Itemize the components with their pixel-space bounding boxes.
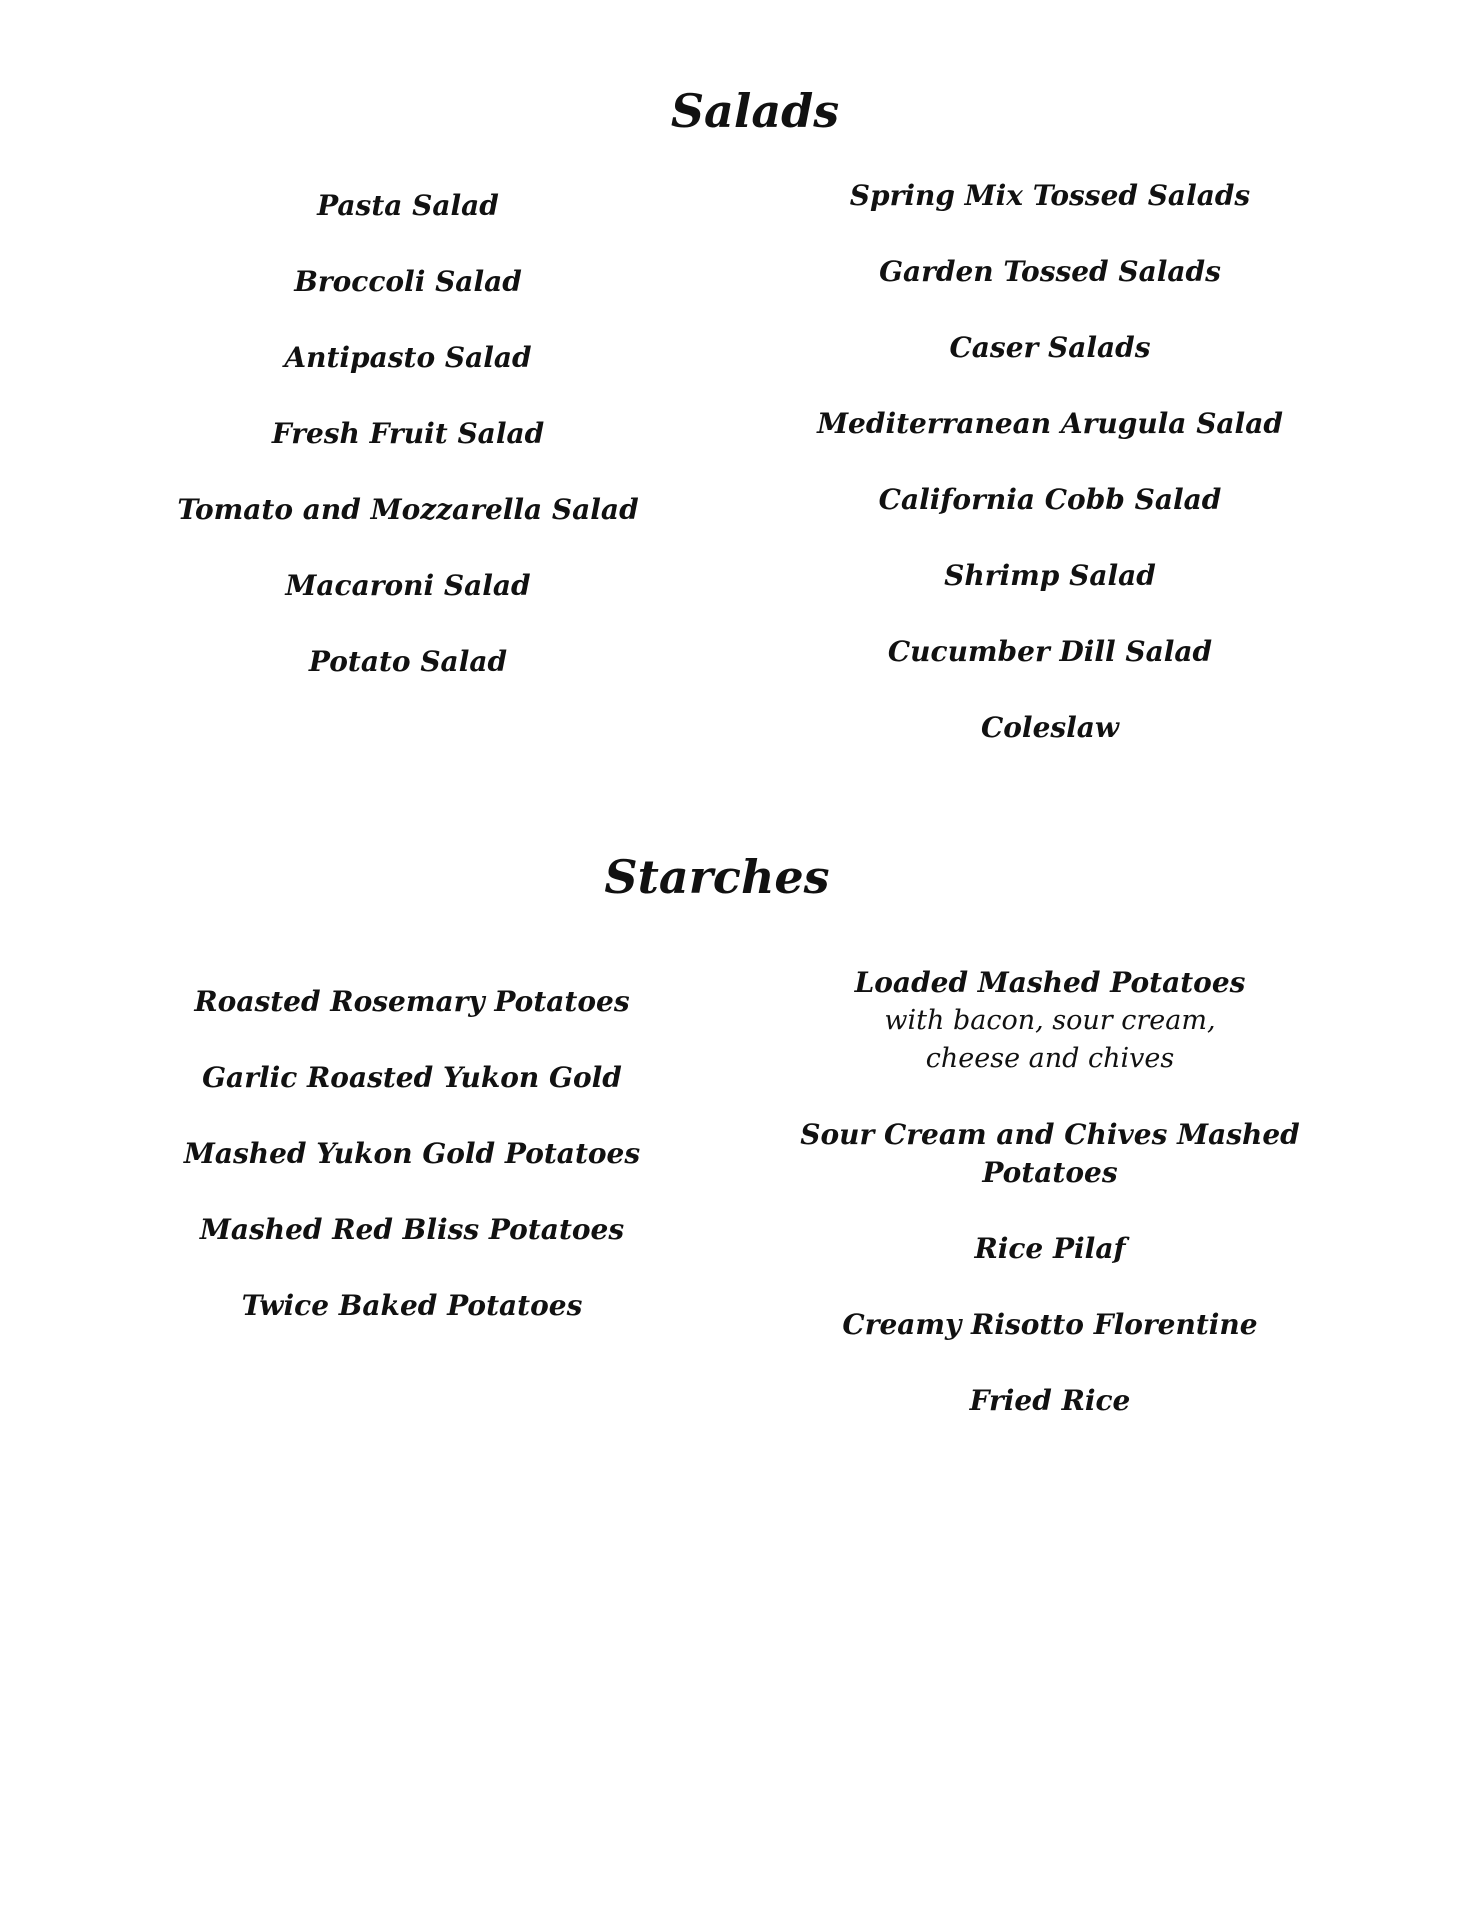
menu-item: Coleslaw (980, 711, 1120, 744)
menu-item (780, 1230, 1320, 1268)
menu-item (780, 964, 1320, 1078)
menu-item: Fresh Fruit Salad (271, 417, 545, 450)
menu-item: Caser Salads (949, 331, 1151, 364)
menu-item-name: Sour Cream and Chives Mashed Potatoes (800, 1118, 1300, 1189)
menu-item: Tomato and Mozzarella Salad (177, 493, 639, 526)
menu-item-name: Creamy Risotto Florentine (842, 1308, 1258, 1341)
menu-item: Pasta Salad (317, 189, 499, 222)
menu-item (780, 1306, 1320, 1344)
menu-item: Broccoli Salad (294, 265, 522, 298)
menu-item: Garden Tossed Salads (879, 255, 1221, 288)
menu-item-name: Rice Pilaf (974, 1232, 1126, 1265)
salads-left-column (158, 187, 658, 719)
menu-item: Roasted Rosemary Potatoes (194, 985, 630, 1018)
menu-item: Twice Baked Potatoes (241, 1289, 583, 1322)
menu-item-description: with bacon, sour cream, (884, 1005, 1216, 1036)
starches-left-column (162, 983, 662, 1363)
menu-item: Macaroni Salad (285, 569, 531, 602)
salads-heading: Salads (670, 84, 840, 138)
menu-item: Garlic Roasted Yukon Gold (202, 1061, 622, 1094)
menu-item: Cucumber Dill Salad (887, 635, 1213, 668)
menu-item (780, 1116, 1320, 1192)
menu-item (780, 1382, 1320, 1420)
menu-item: Mashed Red Bliss Potatoes (199, 1213, 625, 1246)
menu-item: Mashed Yukon Gold Potatoes (183, 1137, 641, 1170)
salads-right-column (780, 177, 1320, 785)
menu-item: California Cobb Salad (878, 483, 1222, 516)
menu-item: Shrimp Salad (944, 559, 1156, 592)
starches-right-column (780, 964, 1320, 1458)
starches-heading: Starches (604, 850, 830, 904)
menu-item: Potato Salad (308, 645, 508, 678)
menu-item: Spring Mix Tossed Salads (849, 179, 1251, 212)
menu-item: Antipasto Salad (284, 341, 532, 374)
menu-item-description: cheese and chives (925, 1043, 1175, 1074)
menu-item-name: Fried Rice (969, 1384, 1131, 1417)
menu-item: Mediterranean Arugula Salad (817, 407, 1283, 440)
menu-item-name: Loaded Mashed Potatoes (854, 966, 1246, 999)
